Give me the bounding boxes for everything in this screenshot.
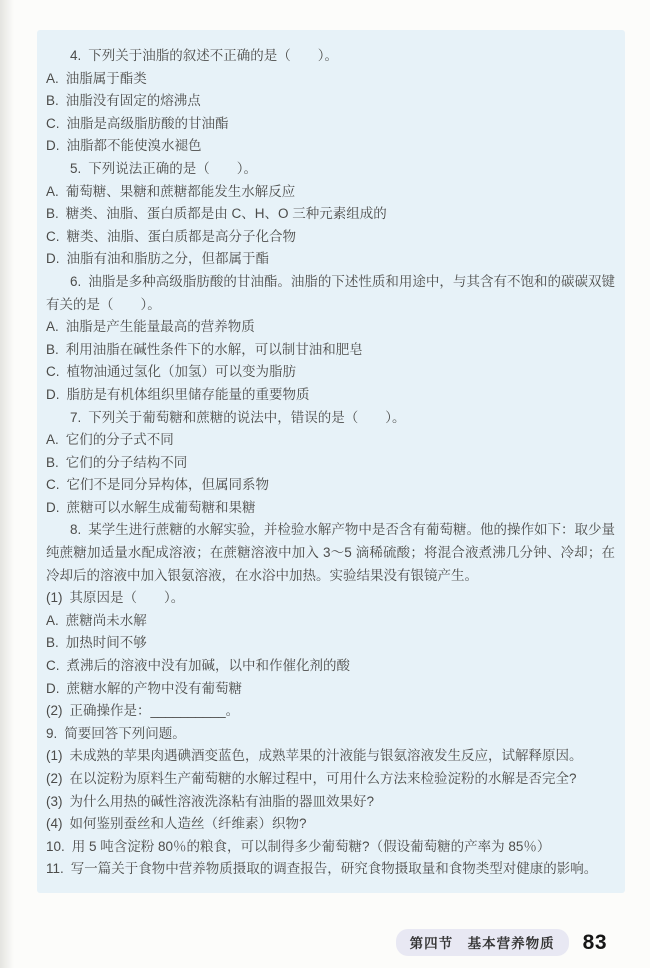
question-10 [46,836,615,859]
page-number: 83 [582,930,607,954]
option-letter: D. [46,386,60,402]
question-text: 某学生进行蔗糖的水解实验，并检验水解产物中是否含有葡萄糖。他的操作如下：取少量纯蔗糖加适量水配成溶液；在蔗糖溶液中加入 3～5 滴稀硫酸；将混合液煮沸几分钟、冷却；在冷却后的溶液中加入银氨溶液，在水浴中加热。实验结果没有银镜产生。 [46,522,615,583]
option-letter: A. [46,432,59,448]
question-text: 用 5 吨含淀粉 80％的粮食，可以制得多少葡萄糖?（假设葡萄糖的产率为 85％） [71,838,551,854]
option-text: 油脂属于酯类 [65,70,147,86]
option-letter: C. [46,658,60,674]
question-9 [46,723,615,836]
question-text: 下列关于葡萄糖和蔗糖的说法中，错误的是（ ）。 [88,409,406,425]
option-a [46,316,615,339]
option-b [46,203,615,226]
option-a [46,68,615,91]
option-letter: B. [46,206,59,222]
question-number: 6. [70,273,82,289]
question-stem [46,271,615,316]
subpart-4 [46,813,615,836]
question-stem [46,158,615,181]
question-stem [46,723,615,746]
option-d [46,135,615,158]
option-text: 植物油通过氢化（加氢）可以变为脂肪 [66,364,296,380]
option-letter: C. [46,115,60,131]
option-text: 煮沸后的溶液中没有加碱，以中和作催化剂的酸 [66,658,350,674]
subpart-1 [46,745,615,768]
option-text: 蔗糖尚未水解 [65,612,147,628]
subpart-text: 正确操作是：__________。 [69,703,240,719]
subpart-text: 未成熟的苹果肉遇碘酒变蓝色，成熟苹果的汁液能与银氨溶液发生反应，试解释原因。 [69,748,583,764]
option-d [46,497,615,520]
option-letter: A. [46,183,59,199]
subpart-text: 为什么用热的碱性溶液洗涤粘有油脂的器皿效果好? [69,793,375,809]
question-11 [46,858,615,881]
question-8 [46,519,615,722]
option-b [46,632,615,655]
question-text: 下列关于油脂的叙述不正确的是（ ）。 [88,48,339,63]
question-text: 油脂是多种高级脂肪酸的甘油酯。油脂的下述性质和用途中，与其含有不饱和的碳碳双键有关的是（ ）。 [46,273,615,312]
question-7 [46,407,615,520]
subpart-text: 在以淀粉为原料生产葡萄糖的水解过程中，可用什么方法来检验淀粉的水解是否完全? [69,771,577,786]
subpart-number: (2) [46,771,63,786]
option-letter: A. [46,612,59,628]
question-number: 10. [46,838,65,854]
option-letter: D. [46,251,60,267]
option-c [46,474,615,497]
option-d [46,384,615,407]
page-edge-shadow [0,0,14,968]
section-title-pill: 第四节 基本营养物质 [396,929,569,956]
question-5 [46,158,615,271]
option-text: 加热时间不够 [65,635,147,651]
question-4 [46,45,615,158]
option-text: 它们不是同分异构体，但属同系物 [66,477,269,493]
subpart-number: (1) [46,748,63,764]
question-stem [46,519,615,587]
option-text: 油脂有油和脂肪之分，但都属于酯 [66,251,269,267]
question-number: 11. [46,861,64,877]
subpart-number: (3) [46,793,63,809]
question-number: 7. [70,409,82,425]
option-b [46,90,615,113]
question-stem [46,45,615,68]
exercise-panel [37,30,625,893]
question-stem [46,858,615,881]
option-letter: A. [46,70,59,86]
option-b [46,452,615,475]
option-letter: C. [46,364,60,380]
option-a [46,429,615,452]
subpart-number: (2) [46,703,63,719]
option-letter: A. [46,319,59,335]
option-text: 糖类、油脂、蛋白质都是由 C、H、O 三种元素组成的 [65,206,387,222]
option-b [46,339,615,362]
question-number: 8. [70,522,82,538]
question-text: 写一篇关于食物中营养物质摄取的调查报告，研究食物摄取量和食物类型对健康的影响。 [70,861,598,877]
option-letter: C. [46,228,60,244]
question-stem [46,407,615,430]
subpart-2 [46,768,615,791]
subpart-text: 如何鉴别蚕丝和人造丝（纤维素）织物? [69,816,307,832]
option-letter: D. [46,499,60,515]
option-d [46,678,615,701]
question-stem [46,836,615,859]
option-c [46,113,615,136]
option-text: 糖类、油脂、蛋白质都是高分子化合物 [66,228,296,244]
option-text: 蔗糖水解的产物中没有葡萄糖 [66,680,242,696]
question-6 [46,271,615,407]
question-text: 下列说法正确的是（ ）。 [88,160,258,176]
option-text: 油脂没有固定的熔沸点 [65,93,201,109]
option-text: 脂肪是有机体组织里储存能量的重要物质 [66,386,310,402]
option-text: 它们的分子结构不同 [65,454,188,470]
option-a [46,181,615,204]
subpart-number: (1) [46,590,63,606]
option-text: 葡萄糖、果糖和蔗糖都能发生水解反应 [65,183,296,199]
option-c [46,226,615,249]
option-c [46,361,615,384]
option-letter: B. [46,93,59,109]
option-letter: D. [46,138,60,154]
option-text: 油脂都不能使溴水褪色 [66,138,202,154]
subpart-3 [46,791,615,814]
option-letter: B. [46,635,59,651]
option-text: 蔗糖可以水解生成葡萄糖和果糖 [66,499,256,515]
option-c [46,655,615,678]
option-text: 利用油脂在碱性条件下的水解，可以制甘油和肥皂 [65,341,363,357]
subpart-text: 其原因是（ ）。 [69,590,185,606]
option-letter: B. [46,454,59,470]
option-text: 油脂是高级脂肪酸的甘油酯 [66,115,229,131]
option-text: 它们的分子式不同 [65,432,174,448]
option-letter: B. [46,341,59,357]
question-number: 5. [70,160,82,176]
subpart-1 [46,587,615,610]
page-footer [396,929,607,956]
subpart-2-fill-blank [46,700,615,723]
question-number: 4. [70,48,82,63]
option-d [46,248,615,271]
option-text: 油脂是产生能量最高的营养物质 [65,319,255,335]
option-a [46,610,615,633]
subpart-number: (4) [46,816,63,832]
question-text: 简要回答下列问题。 [64,725,186,741]
option-letter: D. [46,680,60,696]
question-number: 9. [46,725,58,741]
option-letter: C. [46,477,60,493]
